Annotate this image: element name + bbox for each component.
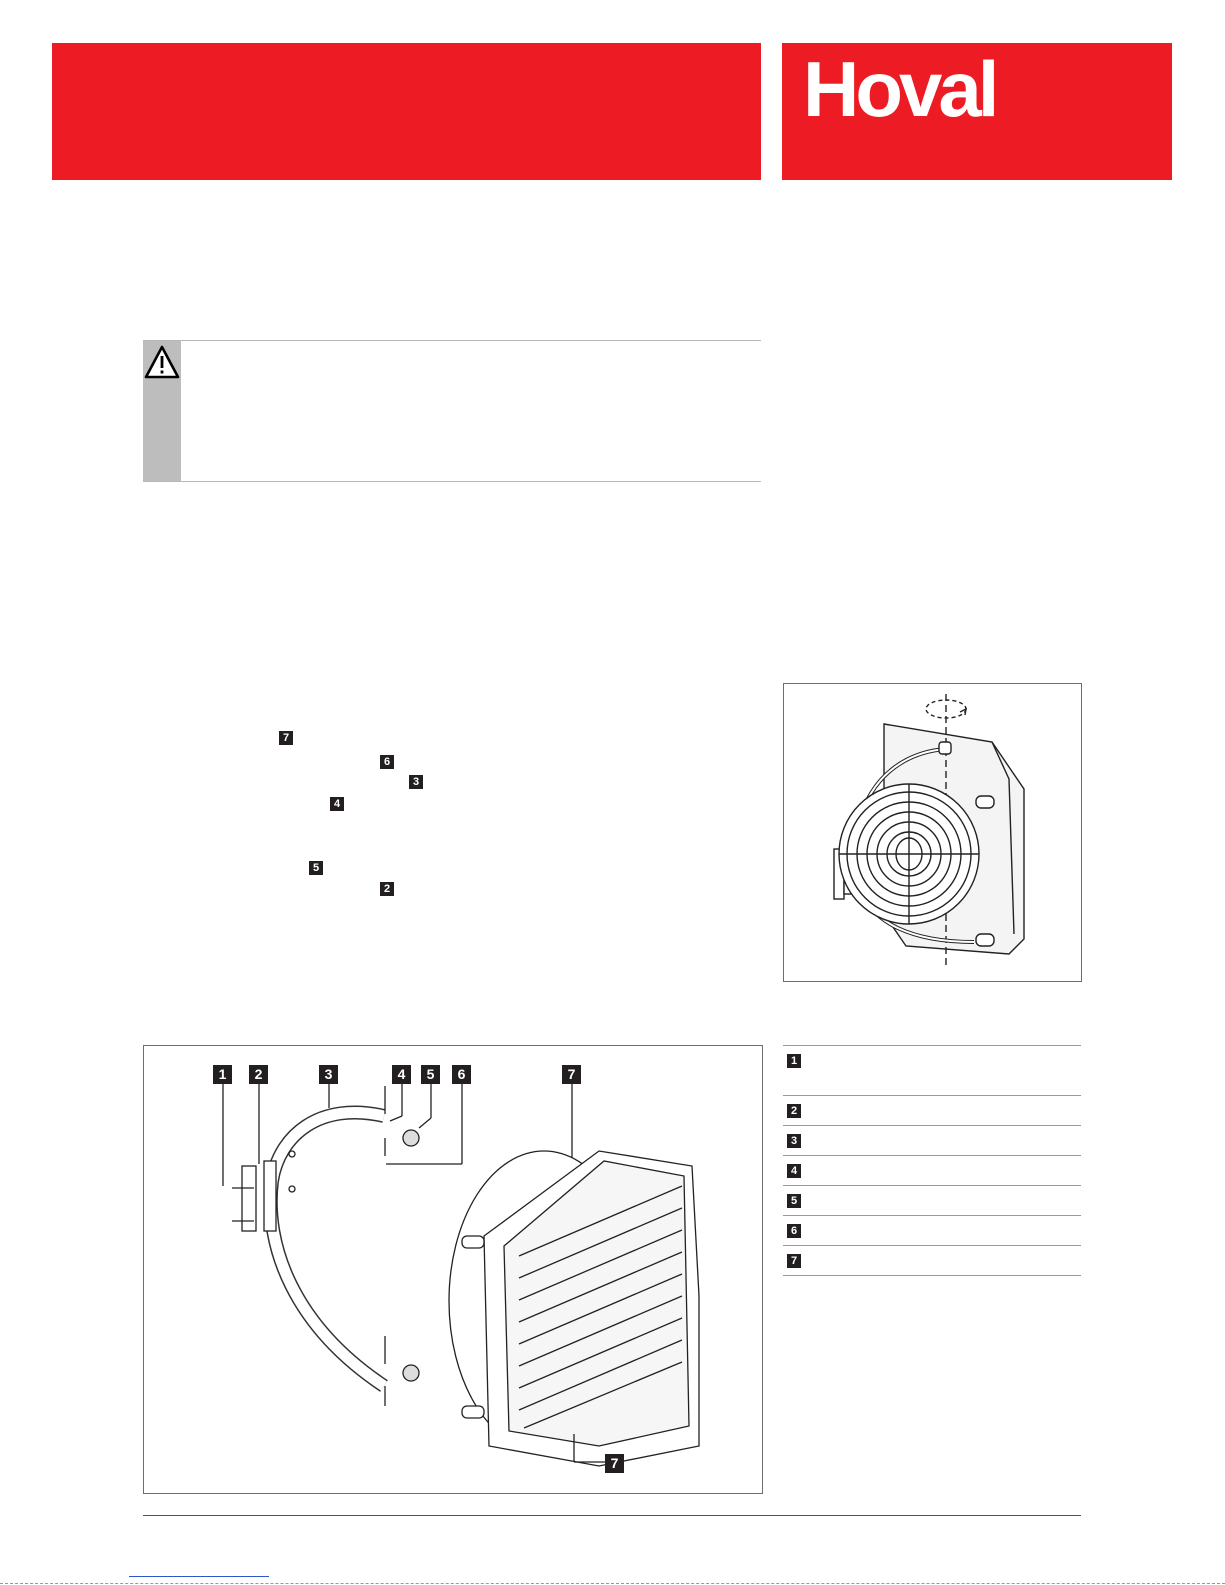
legend-badge: 3 [787, 1134, 801, 1148]
step-badge: 5 [309, 861, 323, 875]
callout-badge: 7 [605, 1454, 624, 1473]
legend-badge: 1 [787, 1054, 801, 1068]
legend-row [783, 1216, 1081, 1246]
warning-top-rule [143, 340, 761, 341]
legend-badge: 6 [787, 1224, 801, 1238]
exploded-view-illustration [144, 1046, 762, 1493]
step-badge: 2 [380, 882, 394, 896]
exploded-view-figure [143, 1045, 763, 1494]
page-edge [0, 1583, 1225, 1584]
step-badge: 6 [380, 755, 394, 769]
legend-badge: 2 [787, 1104, 801, 1118]
callout-badge: 4 [392, 1065, 411, 1084]
legend-row [783, 1156, 1081, 1186]
step-badge: 4 [330, 797, 344, 811]
footer-link-underline[interactable] [129, 1575, 269, 1577]
rotation-figure [783, 683, 1082, 982]
warning-triangle-icon [143, 343, 181, 383]
step-badge: 7 [279, 731, 293, 745]
legend-badge: 4 [787, 1164, 801, 1178]
step-badge: 3 [409, 775, 423, 789]
legend-row [783, 1046, 1081, 1096]
legend-badge: 5 [787, 1194, 801, 1208]
callout-badge: 6 [452, 1065, 471, 1084]
legend-badge: 7 [787, 1254, 801, 1268]
callout-badge: 7 [562, 1065, 581, 1084]
callout-badge: 2 [249, 1065, 268, 1084]
callout-badge: 1 [213, 1065, 232, 1084]
header-banner [52, 43, 761, 180]
legend-row [783, 1096, 1081, 1126]
brand-logo: Hoval [803, 45, 996, 133]
callout-badge: 5 [421, 1065, 440, 1084]
fan-rotation-illustration [784, 684, 1081, 981]
legend-row [783, 1186, 1081, 1216]
legend-row [783, 1246, 1081, 1276]
callout-badge: 3 [319, 1065, 338, 1084]
warning-bottom-rule [143, 481, 761, 482]
legend-row [783, 1126, 1081, 1156]
footer-rule [143, 1515, 1081, 1516]
